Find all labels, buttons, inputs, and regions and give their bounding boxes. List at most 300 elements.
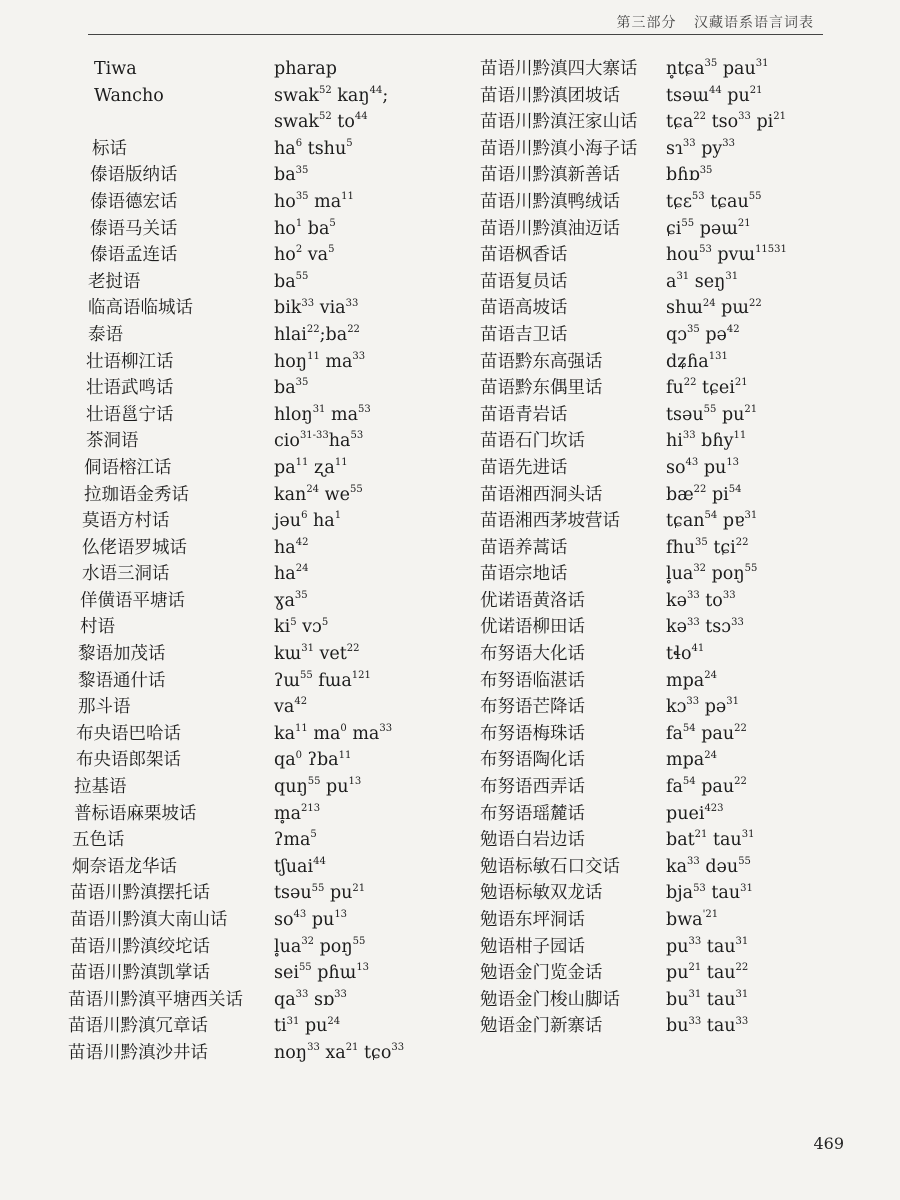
word-form: tsəɯ$^{44}$ $pu^{21}$ xyxy=(666,84,763,106)
tone-mark: 35 xyxy=(687,324,700,336)
dialect-name: 苗语黔东高强话 xyxy=(480,351,603,372)
tone-mark: 31 xyxy=(725,270,739,282)
dialect-name: Wancho xyxy=(94,85,164,106)
tone-mark: 53 xyxy=(350,430,364,442)
word-form: $pu^{21}$ tau$^{22}$ xyxy=(666,962,749,984)
tone-mark: 33 xyxy=(686,696,700,708)
word-form: qɔ$^{35}$ pə$^{42}$ xyxy=(666,324,740,345)
dialect-name: 苗语川黔滇大南山话 xyxy=(70,910,228,930)
tone-mark: 21 xyxy=(688,962,702,974)
tone-mark: 22 xyxy=(735,962,749,974)
dialect-name: 壮语邕宁话 xyxy=(86,404,174,425)
tone-mark: 54 xyxy=(704,510,718,522)
dialect-name: 勉语金门梭山脚话 xyxy=(480,989,620,1010)
tone-mark: 35 xyxy=(294,590,308,602)
entry-row xyxy=(66,588,486,615)
word-form: $ba^{55}$ xyxy=(274,270,309,292)
word-form: $l̥ua^{32}$ poŋ$^{55}$ xyxy=(666,563,758,585)
word-form: $va^{42}$ xyxy=(274,696,308,718)
dialect-name: 苗语川黔滇油迈话 xyxy=(480,218,620,239)
entry-row xyxy=(480,907,840,934)
dialect-name: 佯僙语平塘话 xyxy=(80,590,185,611)
word-form: sei$^{55}$ pɦɯ$^{13}$ xyxy=(274,962,370,984)
header-rule xyxy=(88,34,823,35)
tone-mark: 31-33 xyxy=(299,430,329,442)
entry-row xyxy=(66,880,486,907)
tone-mark: 11 xyxy=(295,457,309,469)
dialect-name: 傣语版纳话 xyxy=(90,165,178,186)
entry-row xyxy=(480,189,840,216)
tone-mark: 11 xyxy=(338,749,352,761)
dialect-name: 傣语马关话 xyxy=(90,218,178,239)
dialect-name: 苗语川黔滇四大寨话 xyxy=(480,59,638,79)
word-form: pharap xyxy=(274,59,337,79)
entry-row xyxy=(480,56,840,83)
tone-mark: 11 xyxy=(341,191,354,203)
tone-mark: 31 xyxy=(676,270,690,282)
tone-mark: 33 xyxy=(722,137,736,149)
entry-row xyxy=(66,322,486,349)
entry-row xyxy=(480,375,840,402)
header-section: 第三部分 xyxy=(616,15,677,31)
dialect-name: 苗语川黔滇沙井话 xyxy=(68,1042,208,1063)
dialect-name: 苗语川黔滇凯掌话 xyxy=(70,963,210,984)
dialect-name: 苗语吉卫话 xyxy=(480,324,568,345)
tone-mark: 55 xyxy=(349,483,363,495)
tone-mark: 54 xyxy=(682,723,696,735)
dialect-name: 布努语陶化话 xyxy=(480,750,585,771)
entry-row xyxy=(66,56,486,83)
word-form: tsəu$^{55}$ $pu^{21}$ xyxy=(274,882,366,904)
entry-row xyxy=(480,109,840,136)
entry-row xyxy=(66,747,486,774)
word-form: mpa$^{24}$ xyxy=(666,749,717,771)
tone-mark: 11 xyxy=(307,350,320,362)
word-form: tɕa$^{22}$ tso$^{33}$ $pi^{21}$ xyxy=(666,111,786,133)
tone-mark: 21 xyxy=(352,882,366,894)
dialect-name: 苗语复员话 xyxy=(480,271,568,292)
dialect-name: 勉语柑子园话 xyxy=(480,936,585,957)
entry-row xyxy=(66,827,486,854)
tone-mark: 22 xyxy=(306,324,320,336)
dialect-name: 苗语湘西洞头话 xyxy=(480,484,603,505)
word-form: bja$^{53}$ tau$^{31}$ xyxy=(666,882,753,904)
tone-mark: 53 xyxy=(691,191,705,203)
right-column xyxy=(480,56,840,1040)
tone-mark: 55 xyxy=(681,217,695,229)
entry-row xyxy=(480,880,840,907)
word-form: swak$^{52}$ $to^{44}$ xyxy=(274,111,368,133)
word-form: $fa^{54}$ pau$^{22}$ xyxy=(666,776,747,798)
entry-row xyxy=(480,854,840,881)
dialect-name: 布央语郎架话 xyxy=(76,750,181,771)
tone-mark: 55 xyxy=(352,935,366,947)
entry-row xyxy=(480,987,840,1014)
entry-row xyxy=(480,242,840,269)
tone-mark: 31 xyxy=(735,935,749,947)
entry-row xyxy=(66,482,486,509)
word-form: tɬo$^{41}$ xyxy=(666,643,705,665)
tone-mark: 55 xyxy=(703,403,717,415)
tone-mark: 31 xyxy=(741,829,755,841)
entry-row xyxy=(66,934,486,961)
tone-mark: 33 xyxy=(731,616,744,628)
word-form: ɣa$^{35}$ xyxy=(274,590,308,611)
tone-mark: 13 xyxy=(356,962,370,974)
word-form: $ho^1$ $ba^5$ xyxy=(274,217,336,239)
tone-mark: 35 xyxy=(695,536,708,548)
entry-row xyxy=(480,747,840,774)
tone-mark: 33 xyxy=(688,1015,702,1027)
dialect-name: 苗语川黔滇团坡话 xyxy=(480,85,620,106)
entry-row xyxy=(66,349,486,376)
word-form: $m̥a^{213}$ xyxy=(274,802,321,824)
tone-mark: 11 xyxy=(295,723,308,735)
word-form: kə$^{33}$ tsɔ$^{33}$ xyxy=(666,616,744,638)
dialect-name: 苗语川黔滇鸭绒话 xyxy=(480,191,620,212)
entry-row xyxy=(480,668,840,695)
word-form: $l̥ua^{32}$ poŋ$^{55}$ xyxy=(274,935,366,957)
word-form: hoŋ$^{11}$ $ma^{33}$ xyxy=(274,350,366,372)
word-form: $ha^6$ tshu$^5$ xyxy=(274,137,353,159)
tone-mark: 24 xyxy=(704,749,717,761)
entry-row xyxy=(480,349,840,376)
tone-mark: 41 xyxy=(691,643,705,655)
word-form: bat$^{21}$ tau$^{31}$ xyxy=(666,829,755,851)
tone-mark: 5 xyxy=(321,616,329,628)
running-header xyxy=(605,12,814,32)
word-form: $ho^{35}$ $ma^{11}$ xyxy=(274,191,354,212)
tone-mark: 55 xyxy=(744,563,758,575)
entry-row xyxy=(480,614,840,641)
entry-row xyxy=(66,907,486,934)
dialect-name: 苗语青岩话 xyxy=(480,404,568,425)
dialect-name: 布努语大化话 xyxy=(480,644,585,665)
tone-mark: 55 xyxy=(295,270,309,282)
tone-mark: 21 xyxy=(734,377,748,389)
dialect-name: 普标语麻栗坡话 xyxy=(74,803,197,824)
dialect-name: 布努语梅珠话 xyxy=(480,723,585,744)
dialect-name: 优诺语黄洛话 xyxy=(480,590,585,611)
entry-row xyxy=(66,1040,486,1067)
tone-mark: 55 xyxy=(738,855,751,867)
dialect-name: 苗语黔东偶里话 xyxy=(480,378,603,399)
entry-row xyxy=(66,801,486,828)
tone-mark: 33 xyxy=(738,111,751,123)
tone-mark: 32 xyxy=(693,563,707,575)
dialect-name: 苗语养蒿话 xyxy=(480,537,568,558)
entry-row xyxy=(480,162,840,189)
word-form: tsəu$^{55}$ $pu^{21}$ xyxy=(666,403,758,425)
entry-row xyxy=(480,216,840,243)
tone-mark: 1 xyxy=(334,510,342,522)
dialect-name: 勉语标敏双龙话 xyxy=(480,883,603,904)
dialect-name: 临高语临城话 xyxy=(88,298,193,319)
tone-mark: 22 xyxy=(683,377,697,389)
tone-mark: 21 xyxy=(694,829,708,841)
word-form: $bu^{33}$ tau$^{33}$ xyxy=(666,1015,749,1037)
dialect-name: 优诺语柳田话 xyxy=(480,617,585,638)
tone-mark: 0 xyxy=(295,749,303,761)
tone-mark: 55 xyxy=(298,962,312,974)
tone-mark: 11 xyxy=(334,457,348,469)
dialect-name: 苗语先进话 xyxy=(480,457,568,478)
tone-mark: '21 xyxy=(702,909,719,921)
dialect-name: 黎语加茂话 xyxy=(78,644,166,665)
tone-mark: 22 xyxy=(693,483,707,495)
tone-mark: 6 xyxy=(295,137,303,149)
entry-row xyxy=(66,774,486,801)
word-form: kɯ$^{31}$ vet$^{22}$ xyxy=(274,643,360,665)
word-form: $ka^{11}$ $ma^0$ $ma^{33}$ xyxy=(274,723,393,744)
tone-mark: 21 xyxy=(737,217,751,229)
entry-row xyxy=(66,854,486,881)
word-form: kɔ$^{33}$ pə$^{31}$ xyxy=(666,696,739,718)
dialect-name: 苗语川黔滇汪家山话 xyxy=(480,112,638,133)
tone-mark: 44 xyxy=(708,84,722,96)
word-form: $fa^{54}$ pau$^{22}$ xyxy=(666,723,747,744)
tone-mark: 22 xyxy=(734,723,747,735)
tone-mark: 33 xyxy=(735,1015,749,1027)
entry-row xyxy=(480,1013,840,1040)
tone-mark: 24 xyxy=(306,483,320,495)
word-form: swak$^{52}$ kaŋ$^{44}$; xyxy=(274,84,389,106)
dialect-name: 那斗语 xyxy=(78,697,131,718)
dialect-name: 布努语芒降话 xyxy=(480,697,585,718)
word-form: $bu^{31}$ tau$^{31}$ xyxy=(666,988,749,1010)
dialect-name: 水语三洞话 xyxy=(82,564,170,585)
dialect-name: 侗语榕江话 xyxy=(84,457,172,478)
word-form: jəu$^6$ $ha^1$ xyxy=(274,510,342,532)
word-form: ɕi$^{55}$ pəɯ$^{21}$ xyxy=(666,217,751,239)
word-form: $ti^{31}$ $pu^{24}$ xyxy=(274,1015,341,1037)
entry-row xyxy=(480,136,840,163)
dialect-name: 布央语巴哈话 xyxy=(76,723,181,744)
entry-row xyxy=(66,614,486,641)
entry-row xyxy=(66,641,486,668)
entry-row xyxy=(66,162,486,189)
word-form: $ha^{24}$ xyxy=(274,563,309,585)
entry-row xyxy=(66,508,486,535)
tone-mark: 1 xyxy=(295,217,303,229)
entry-row xyxy=(66,189,486,216)
word-form: tʃuai$^{44}$ xyxy=(274,855,326,877)
word-form: $pa^{11}$ ʐa$^{11}$ xyxy=(274,457,348,478)
tone-mark: 33 xyxy=(352,350,366,362)
tone-mark: 31 xyxy=(688,988,702,1000)
tone-mark: 13 xyxy=(348,776,362,788)
word-form: hou$^{53}$ pvɯ$^{11531}$ xyxy=(666,244,787,266)
tone-mark: 31 xyxy=(312,403,326,415)
tone-mark: 53 xyxy=(358,403,371,415)
tone-mark: 42 xyxy=(726,324,740,336)
dialect-name: 莫语方村话 xyxy=(82,511,170,532)
tone-mark: 11 xyxy=(733,430,747,442)
tone-mark: 44 xyxy=(354,111,368,123)
tone-mark: 31 xyxy=(301,643,314,655)
entry-row xyxy=(480,455,840,482)
word-form: shɯ$^{24}$ pɯ$^{22}$ xyxy=(666,297,762,319)
tone-mark: 44 xyxy=(369,84,383,96)
tone-mark: 33 xyxy=(295,988,309,1000)
entry-row xyxy=(480,83,840,110)
entry-row xyxy=(66,402,486,429)
dialect-name: 拉基语 xyxy=(74,777,127,798)
tone-mark: 6 xyxy=(301,510,308,522)
dialect-name: 茶洞语 xyxy=(86,431,139,452)
tone-mark: 32 xyxy=(301,935,315,947)
word-form: noŋ$^{33}$ $xa^{21}$ tɕo$^{33}$ xyxy=(274,1042,405,1063)
entry-row xyxy=(66,960,486,987)
tone-mark: 53 xyxy=(693,882,706,894)
word-form: tɕan$^{54}$ pɐ$^{31}$ xyxy=(666,510,758,532)
entry-row xyxy=(480,641,840,668)
entry-row xyxy=(66,1013,486,1040)
dialect-name: 苗语川黔滇平塘西关话 xyxy=(68,989,243,1010)
tone-mark: 22 xyxy=(346,643,360,655)
tone-mark: 33 xyxy=(688,935,702,947)
word-form: kan$^{24}$ $we^{55}$ xyxy=(274,483,363,505)
dialect-name: 壮语柳江话 xyxy=(86,351,174,372)
entry-row xyxy=(480,934,840,961)
tone-mark: 33 xyxy=(686,590,700,602)
tone-mark: 35 xyxy=(295,164,309,176)
entry-row xyxy=(480,428,840,455)
tone-mark: 11531 xyxy=(755,244,787,256)
tone-mark: 131 xyxy=(708,350,728,362)
dialect-name: 苗语川黔滇摆托话 xyxy=(70,883,210,904)
tone-mark: 42 xyxy=(294,696,308,708)
dialect-name: 泰语 xyxy=(88,324,123,345)
tone-mark: 0 xyxy=(340,723,347,735)
word-form: $ho^2$ $va^5$ xyxy=(274,244,335,266)
entry-row xyxy=(66,269,486,296)
entry-row xyxy=(66,535,486,562)
tone-mark: 33 xyxy=(334,988,347,1000)
word-form: $so^{43}$ $pu^{13}$ xyxy=(666,457,740,478)
word-form: quŋ$^{55}$ $pu^{13}$ xyxy=(274,776,362,798)
word-form: $hi^{33}$ bɦy$^{11}$ xyxy=(666,430,747,452)
word-form: n̥tɕa$^{35}$ pau$^{31}$ xyxy=(666,58,769,79)
tone-mark: 42 xyxy=(295,536,309,548)
entry-row xyxy=(66,721,486,748)
entry-row xyxy=(66,83,486,110)
word-form: dʑɦa$^{131}$ xyxy=(666,350,728,372)
entry-row xyxy=(480,535,840,562)
word-form: bɦɒ$^{35}$ xyxy=(666,164,713,186)
tone-mark: 31 xyxy=(286,1015,300,1027)
word-form: $fu^{22}$ tɕei$^{21}$ xyxy=(666,377,748,399)
word-form: bik$^{33}$ via$^{33}$ xyxy=(274,297,359,319)
tone-mark: 2 xyxy=(295,244,303,256)
word-form: $so^{43}$ $pu^{13}$ xyxy=(274,909,348,930)
tone-mark: 31 xyxy=(744,510,758,522)
entry-row xyxy=(66,242,486,269)
dialect-name: 仫佬语罗城话 xyxy=(82,537,187,558)
tone-mark: 5 xyxy=(329,217,336,229)
tone-mark: 22 xyxy=(735,536,749,548)
tone-mark: 43 xyxy=(685,457,699,469)
tone-mark: 33 xyxy=(682,137,696,149)
tone-mark: 33 xyxy=(379,723,393,735)
entry-row xyxy=(66,295,486,322)
dialect-name: 勉语东坪洞话 xyxy=(480,910,585,930)
dialect-name: 布努语临湛话 xyxy=(480,670,585,691)
dialect-name: 苗语枫香话 xyxy=(480,245,568,266)
tone-mark: 35 xyxy=(699,164,713,176)
entry-row xyxy=(480,482,840,509)
dialect-name: 勉语金门新寨话 xyxy=(480,1016,603,1037)
dialect-name: 炯奈语龙华话 xyxy=(72,856,177,877)
word-form: $ki^5$ vɔ$^5$ xyxy=(274,616,329,638)
tone-mark: 33 xyxy=(391,1042,405,1054)
entry-row xyxy=(480,322,840,349)
tone-mark: 33 xyxy=(345,297,359,309)
tone-mark: 5 xyxy=(310,829,317,841)
tone-mark: 13 xyxy=(334,909,348,921)
word-form: puei$^{423}$ xyxy=(666,802,724,824)
word-form: $qa^0$ ʔba$^{11}$ xyxy=(274,749,352,771)
tone-mark: 54 xyxy=(728,483,742,495)
tone-mark: 423 xyxy=(704,802,724,814)
entry-row xyxy=(480,801,840,828)
tone-mark: 5 xyxy=(328,244,335,256)
entry-row xyxy=(480,721,840,748)
tone-mark: 55 xyxy=(307,776,321,788)
word-form: fhu$^{35}$ tɕi$^{22}$ xyxy=(666,536,749,558)
dialect-name: 勉语白岩边话 xyxy=(480,830,585,851)
dialect-name: 黎语通什话 xyxy=(78,670,166,691)
left-column xyxy=(66,56,486,1067)
dialect-name: 村语 xyxy=(80,617,115,638)
entry-row xyxy=(480,774,840,801)
entry-row xyxy=(66,987,486,1014)
entry-row xyxy=(66,375,486,402)
word-form: ʔma$^5$ xyxy=(274,829,317,851)
word-form: $cio^{31-33}ha^{53}$ xyxy=(274,430,364,452)
word-form: $ba^{35}$ xyxy=(274,377,309,399)
tone-mark: 31 xyxy=(726,696,739,708)
word-form: bwa$^{'21}$ xyxy=(666,909,719,930)
word-form: tɕɛ$^{53}$ tɕau$^{55}$ xyxy=(666,191,762,212)
tone-mark: 5 xyxy=(290,616,297,628)
tone-mark: 53 xyxy=(699,244,712,256)
entry-row xyxy=(66,694,486,721)
tone-mark: 24 xyxy=(702,297,716,309)
dialect-name: 布努语西弄话 xyxy=(480,777,585,798)
tone-mark: 22 xyxy=(748,297,762,309)
tone-mark: 35 xyxy=(704,58,718,70)
dialect-name: 苗语川黔滇绞坨话 xyxy=(70,936,210,957)
tone-mark: 52 xyxy=(319,111,332,123)
word-form: kə$^{33}$ $to^{33}$ xyxy=(666,590,736,611)
word-form: $qa^{33}$ sɒ$^{33}$ xyxy=(274,988,347,1010)
tone-mark: 22 xyxy=(734,776,747,788)
dialect-name: 勉语金门览金话 xyxy=(480,963,603,984)
word-form: $hlai^{22};ba^{22}$ xyxy=(274,324,360,345)
entry-row xyxy=(480,402,840,429)
entry-row xyxy=(66,109,486,136)
entry-row xyxy=(480,588,840,615)
tone-mark: 31 xyxy=(735,988,749,1000)
entry-row xyxy=(480,827,840,854)
tone-mark: 24 xyxy=(295,563,309,575)
dialect-name: 苗语湘西茅坡营话 xyxy=(480,511,620,532)
tone-mark: 22 xyxy=(347,324,360,336)
dialect-name: 勉语标敏石口交话 xyxy=(480,856,620,877)
dialect-name: 傣语孟连话 xyxy=(90,245,178,266)
tone-mark: 21 xyxy=(744,403,758,415)
